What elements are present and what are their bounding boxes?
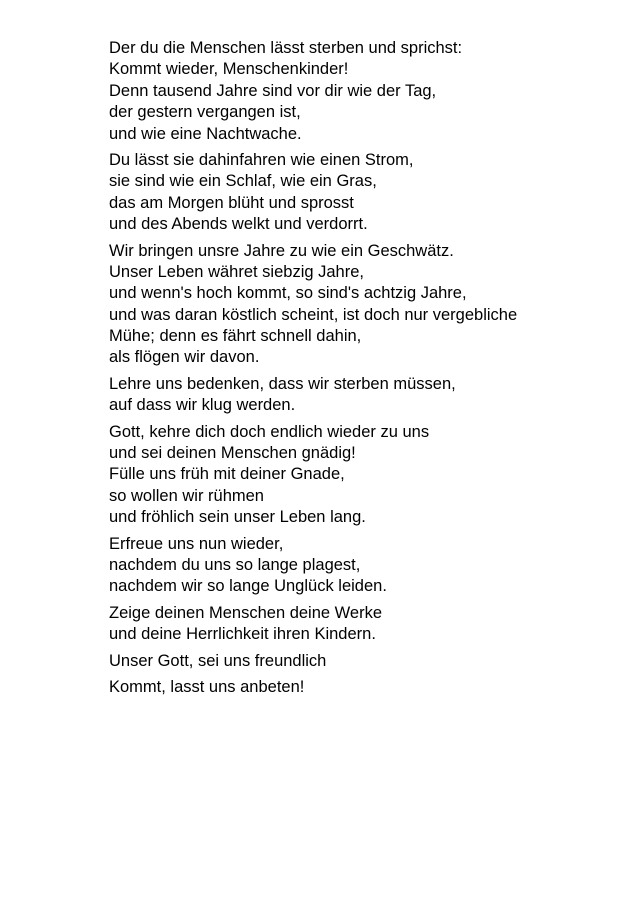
text-line: und deine Herrlichkeit ihren Kindern. (109, 625, 376, 644)
stanza-3 (109, 241, 629, 369)
stanza-2 (109, 150, 629, 236)
stanza-4 (109, 374, 629, 417)
stanza-9 (109, 677, 629, 698)
text-line: der gestern vergangen ist, (109, 103, 301, 122)
text-line: das am Morgen blüht und sprosst (109, 193, 354, 212)
text-line: Mühe; denn es fährt schnell dahin, (109, 327, 362, 346)
text-line: auf dass wir klug werden. (109, 396, 296, 415)
text-line: und was daran köstlich scheint, ist doch nur vergebliche (109, 305, 518, 324)
stanza-6 (109, 534, 629, 598)
text-line: und wenn's hoch kommt, so sind's achtzig Jahre, (109, 284, 467, 303)
text-line: sie sind wie ein Schlaf, wie ein Gras, (109, 172, 377, 191)
text-line: Unser Gott, sei uns freundlich (109, 651, 327, 670)
stanza-8 (109, 651, 629, 672)
text-line: Gott, kehre dich doch endlich wieder zu uns (109, 422, 430, 441)
text-line: so wollen wir rühmen (109, 486, 264, 505)
text-line: und wie eine Nachtwache. (109, 124, 302, 143)
text-line: und sei deinen Menschen gnädig! (109, 444, 356, 463)
text-line: Kommt wieder, Menschenkinder! (109, 60, 349, 79)
text-line: Wir bringen unsre Jahre zu wie ein Geschwätz. (109, 241, 454, 260)
text-line: Der du die Menschen lässt sterben und sprichst: (109, 39, 463, 57)
text-line: Zeige deinen Menschen deine Werke (109, 603, 383, 622)
text-line: Du lässt sie dahinfahren wie einen Strom, (109, 150, 414, 169)
text-line: Kommt, lasst uns anbeten! (109, 677, 305, 696)
document-page (109, 38, 629, 703)
text-line: als flögen wir davon. (109, 348, 260, 367)
text-line: Erfreue uns nun wieder, (109, 534, 284, 553)
text-line: nachdem wir so lange Unglück leiden. (109, 577, 387, 596)
text-line: nachdem du uns so lange plagest, (109, 555, 361, 574)
text-line: und des Abends welkt und verdorrt. (109, 215, 368, 234)
stanza-7 (109, 603, 629, 646)
text-line: Denn tausend Jahre sind vor dir wie der Tag, (109, 81, 437, 100)
text-line: und fröhlich sein unser Leben lang. (109, 508, 366, 527)
text-line: Lehre uns bedenken, dass wir sterben müssen, (109, 374, 456, 393)
stanza-1 (109, 38, 629, 145)
stanza-5 (109, 422, 629, 529)
text-line: Fülle uns früh mit deiner Gnade, (109, 465, 345, 484)
text-line: Unser Leben währet siebzig Jahre, (109, 262, 364, 281)
